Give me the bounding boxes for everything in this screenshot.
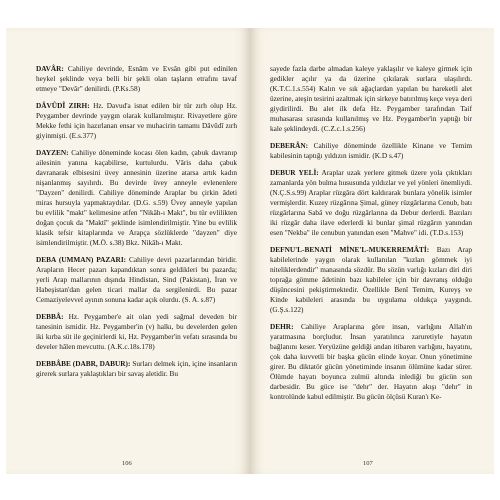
definition: Cahiliye Araplarına göre insan, varlığını Allah'ın yaratmasına borçludur. İnsan yaratılınca zaruretiyle hayatın bağlanını keser. Yeryüzüne geldiği andan itibaren varlığını, hayatını, çok daha kuvvetli bir başka gücün elinde koyar. Onun yönetimine girer. Bu diktatör gücün yönetiminde insanın ölümüne kadar sürer. Ölümde hayatı boyunca zulmü altında inlediği bu gücün son darbesidir. Bu güce ise "dehr" der. Hayatın akışı "dehr" in kontrolünde kabul edilmiştir. Bu gücün ölçüsü Kuran'ı Ke-: [270, 322, 472, 401]
entry-debbabe: [36, 359, 237, 379]
entry-debbabe-continued: [270, 64, 472, 134]
headword: DAYZEN:: [36, 148, 69, 157]
entry-deba-pazari: [36, 255, 237, 305]
definition: Cahiliye devri pazarlarından biridir. Arapların Hecer pazarı kapandıktan sonra geldikleri bu pazarda; yerli Arap mallarının dışında Hindistan, Sind (Pakistan), İran ve Habeşistan'dan gelen ticari mallar da sergilenirdi. Bu pazar Cemaziyelevvel ayının sonuna kadar açık olurdu. (S. A. s.87): [36, 255, 237, 304]
page-number: 107: [363, 460, 373, 467]
definition: Hz. Davud'a isnat edilen bir tür zırh olup Hz. Peygamber devrinde yaygın olarak kullanılmıştır. Rivayetlere göre Mekke fethi için hazırlanan ensar ve muhacirin tamamı Dâvûdî zırh giyinmişti. (E.s.377): [36, 101, 238, 140]
left-page-text: [36, 64, 237, 386]
definition: Cahiliye devrinde, Esnâm ve Evsân gibi put edinilen heykel şeklinde veya belli bir şekli olan taşların etrafını tavaf etmeye "Devâr" denilirdi. (P.Ks.58): [36, 64, 237, 93]
headword: DÂVÛDÎ ZIRH:: [36, 101, 90, 110]
left-page: [6, 28, 250, 474]
definition: Cahiliye döneminde özellikle Kinane ve Temim kabilesinin taptığı yıldızın ismidir. (K.D s.47): [270, 141, 472, 160]
right-page-text: [270, 64, 472, 409]
right-page: [250, 28, 494, 474]
headword: DEBUR YELİ:: [270, 168, 319, 177]
headword: DEBBÂ:: [36, 312, 64, 321]
definition: Cahiliye döneminde kocası ölen kadın, çabuk davranıp ailesinin yanına kaçabilirse, kurtulurdu. Vâris daha çabuk davranarak elbisesini üvey annesinin üzerine atarsa artık kadın nişanlanmış sayılırdı. Bu devirde üvey anneyle evlenenlere "Dayzen" denilirdi. Cahiliye döneminde Araplar bu çirkin âdeti miras hursuyla yapmaktaydılar. (D.G. s.59) Üvey anneyle yapılan bu evlilik "makt" kelimesine atfen "Nikâh-ı Makt", bu tür evlilikten doğan çocuk da "Maktî" şeklinde isimlendirilmiştir. Yine bu evlilik klasik tefsir kitaplarında ve Arapça sözlüklerde "dayzen" diye isimlendirilmiştir. (M.Ö. s.38) Bkz. Nikâh-ı Makt.: [36, 148, 237, 247]
headword: DEBBÂBE (DABR, DABUR):: [36, 359, 131, 368]
entry-dehr: [270, 322, 472, 402]
headword: DEBERÂN:: [270, 141, 309, 150]
definition: sayede fazla darbe almadan kaleye yaklaşılır ve kaleye girmek için gedikler açılır ya da üzerine çıkılarak surlara ulaşılırdı. (K.T.C.1.s.554) Kalın ve sık ağaçlardan yapılan bu hareketli alet üzerine, ateşin tesirini azaltmak için sirkeye batırılmış keçe veya deri giydirilirdi. Bu alet ilk defa Hz. Peygamber tarafından Taif muhasarası sırasında kullanılmış ve Hz. Peygamber'in yaptığı bir kale şeklindeydi. (C.Z.c.1.s.256): [270, 64, 472, 133]
headword: DEFNU'L-BENATİ MİNE'L-MUKERREMÂTİ:: [270, 245, 430, 254]
headword: DAVÂR:: [36, 64, 64, 73]
headword: DEBA (UMMAN) PAZARI:: [36, 255, 127, 264]
entry-davar: [36, 64, 237, 94]
page-number: 106: [122, 460, 132, 467]
entry-dayzen: [36, 148, 237, 248]
entry-defnul-benati: [270, 245, 472, 315]
entry-debba: [36, 312, 237, 352]
definition: Surları delmek için, içine insanların girerek surlara yaklaştıkları bir savaş aletidir. Bu: [36, 359, 237, 378]
definition: Bazı Arap kabilelerinde yaygın olarak kullanılan "kızları gömmek iyi niteliklerdendir" manasında sözdür. Bu sözün varlığı kızları diri diri toprağa gömme âdetinin bazı kabileler için bir davranış olduğu düşüncesini pekiştirmektedir. Özellikle Benî Temim, Kureyş ve Kinde kabileleri arasında bu uygulama oldukça yaygındı. (G.Ş.s.122): [270, 245, 472, 314]
entry-debur-yeli: [270, 168, 472, 238]
definition: Araplar uzak yerlere gitmek üzere yola çıktıkları zamanlarda yön bulma hususunda yıldızlar ve yel yönleri önemliydi. (N.Ç.S.s.99) Araplar rüzgâra dört kaldırarak bunlara yönelik isimler vermişlerdir. Kuzey rüzgârına Şimal, güney rüzgârlarına Cenub, batı rüzgârlarına Sabâ ve doğu rüzgârlarına da Debur derlerdi. Bazıları iki rüzgâr daha ilave ederlerdi ki bunlar şimal rüzgârın yanından esen "Nekba" ile cenubun yanından esen "Mahve" idi. (T.D.s.153): [270, 168, 473, 237]
headword: DEHR:: [270, 322, 294, 331]
entry-davudi-zirh: [36, 101, 237, 141]
entry-deberan: [270, 141, 472, 161]
definition: Hz. Peygamber'e ait olan yedi sağmal deveden bir tanesinin ismidir. Hz. Peygamber'in (v) halkı, bu develerden gelen iki kırba süt ile geçinirlerdi ki, Hz. Peygamber'in vefatı sırasında bu develer hâlen mevcuttu. (A.K.c.18s.178): [36, 312, 237, 351]
